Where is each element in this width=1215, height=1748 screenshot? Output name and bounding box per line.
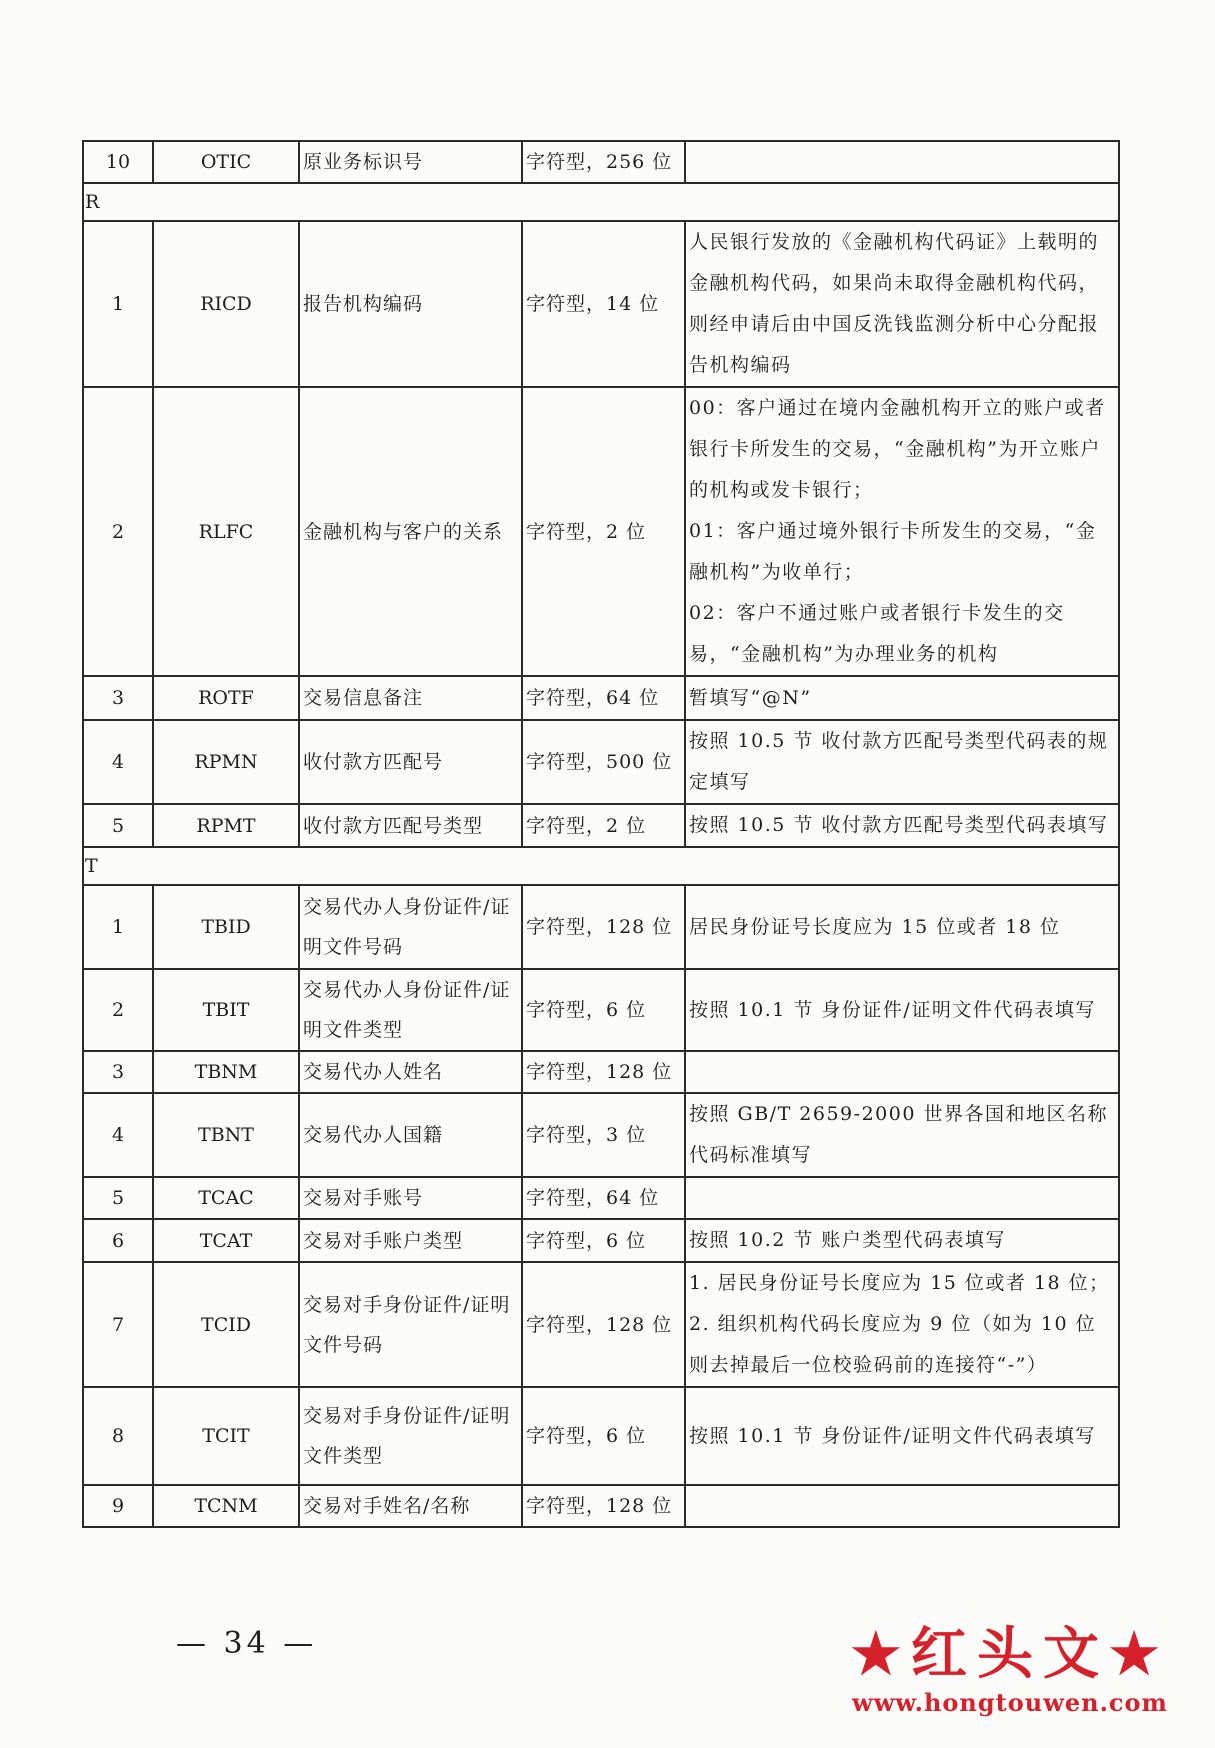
- row-number: [83, 1093, 153, 1177]
- field-type: [522, 804, 685, 847]
- field-code: [153, 804, 299, 847]
- field-type-line: 字符型，3 位: [526, 1124, 647, 1146]
- field-note: [685, 885, 1119, 969]
- row-number: [83, 141, 153, 183]
- field-name-line: 交易信息备注: [303, 687, 424, 709]
- table-row: [83, 1093, 1119, 1177]
- field-name-line: 交易对手账号: [303, 1187, 424, 1209]
- field-note: [685, 1093, 1119, 1177]
- table-row: [83, 885, 1119, 969]
- field-type: [522, 1387, 685, 1485]
- field-type-line: 字符型，500 位: [526, 751, 673, 773]
- field-name: [299, 969, 522, 1051]
- field-type: [522, 1485, 685, 1527]
- field-name-line: 原业务标识号: [303, 151, 424, 173]
- field-type: [522, 1262, 685, 1387]
- field-note-line: 按照 10.2 节 账户类型代码表填写: [689, 1229, 1006, 1251]
- field-note: [685, 720, 1119, 804]
- table-row: [83, 1177, 1119, 1219]
- field-name: [299, 885, 522, 969]
- field-definition-table: [82, 140, 1120, 1528]
- row-number: [83, 804, 153, 847]
- watermark-title: [820, 1622, 1200, 1686]
- row-number-line: 6: [111, 1229, 125, 1252]
- field-note-line: 按照 GB/T 2659-2000 世界各国和地区名称代码标准填写: [689, 1103, 1108, 1166]
- table-row: [83, 141, 1119, 183]
- field-code: [153, 676, 299, 720]
- field-code-line: TBNM: [194, 1061, 258, 1083]
- row-number-line: 9: [111, 1495, 125, 1517]
- field-code-line: TCIT: [202, 1425, 250, 1447]
- field-type-line: 字符型，2 位: [526, 814, 647, 837]
- field-note: [685, 1177, 1119, 1219]
- field-name-line: 报告机构编码: [303, 293, 424, 315]
- row-number-line: 3: [111, 687, 125, 709]
- field-type: [522, 969, 685, 1051]
- watermark-char: 头: [977, 1621, 1043, 1687]
- field-code: [153, 221, 299, 387]
- field-code-line: TBID: [201, 916, 251, 938]
- field-code-line: TBNT: [198, 1124, 254, 1146]
- field-code-line: RPMN: [194, 751, 258, 773]
- field-note: [685, 676, 1119, 720]
- field-code-line: TCID: [201, 1313, 251, 1336]
- field-code: [153, 141, 299, 183]
- field-name-line: 金融机构与客户的关系: [303, 520, 504, 543]
- field-type: [522, 1219, 685, 1262]
- field-code-line: TCAC: [198, 1187, 254, 1209]
- field-name: [299, 141, 522, 183]
- field-code: [153, 720, 299, 804]
- section-header-row: [83, 183, 1119, 221]
- field-code-line: OTIC: [200, 151, 252, 173]
- field-note: [685, 1219, 1119, 1262]
- field-name: [299, 720, 522, 804]
- field-note-line: 按照 10.1 节 身份证件/证明文件代码表填写: [689, 998, 1096, 1021]
- field-code: [153, 1387, 299, 1485]
- field-code-line: RLFC: [198, 520, 254, 543]
- field-type-line: 字符型，6 位: [526, 1425, 647, 1447]
- field-note: [685, 1485, 1119, 1527]
- field-code: [153, 969, 299, 1051]
- field-name: [299, 676, 522, 720]
- row-number: [83, 1219, 153, 1262]
- field-note-line: 01：客户通过境外银行卡所发生的交易，“金融机构”为收单行；: [689, 520, 1097, 583]
- field-type: [522, 221, 685, 387]
- field-code: [153, 1262, 299, 1387]
- field-code-line: RICD: [200, 293, 252, 315]
- row-number-line: 7: [111, 1313, 125, 1336]
- field-note: [685, 141, 1119, 183]
- row-number-line: 4: [111, 1124, 125, 1146]
- field-name: [299, 1177, 522, 1219]
- field-code: [153, 1093, 299, 1177]
- field-note-line: 按照 10.1 节 身份证件/证明文件代码表填写: [689, 1424, 1096, 1447]
- star-icon: ★: [850, 1621, 911, 1687]
- table-row: [83, 1051, 1119, 1093]
- row-number-line: 4: [111, 751, 125, 773]
- table-body: [83, 141, 1119, 1527]
- table-row: [83, 387, 1119, 676]
- field-note-line: 人民银行发放的《金融机构代码证》上载明的金融机构代码，如果尚未取得金融机构代码，则经申请后由中国反洗钱监测分析中心分配报告机构编码: [689, 231, 1100, 376]
- watermark-char: 红: [911, 1621, 977, 1687]
- watermark-logo: [820, 1622, 1200, 1717]
- field-name: [299, 221, 522, 387]
- field-name-line: 交易对手身份证件/证明文件号码: [303, 1293, 511, 1356]
- watermark-url: www.hongtouwen.com: [852, 1688, 1168, 1717]
- field-name-line: 交易代办人身份证件/证明文件类型: [303, 979, 511, 1041]
- table-row: [83, 1485, 1119, 1527]
- field-type: [522, 1177, 685, 1219]
- row-number: [83, 1485, 153, 1527]
- field-note-line: 2. 组织机构代码长度应为 9 位（如为 10 位则去掉最后一位校验码前的连接符“-”）: [689, 1313, 1097, 1376]
- row-number: [83, 1387, 153, 1485]
- field-note-line: 02：客户不通过账户或者银行卡发生的交易，“金融机构”为办理业务的机构: [689, 602, 1065, 665]
- row-number: [83, 969, 153, 1051]
- row-number: [83, 221, 153, 387]
- field-name-line: 收付款方匹配号: [303, 751, 444, 773]
- row-number-line: 1: [111, 293, 125, 315]
- field-name-line: 交易对手身份证件/证明文件类型: [303, 1405, 511, 1467]
- field-code: [153, 1219, 299, 1262]
- field-type-line: 字符型，128 位: [526, 916, 673, 938]
- field-type: [522, 720, 685, 804]
- field-name: [299, 1051, 522, 1093]
- field-note-line: 按照 10.5 节 收付款方匹配号类型代码表填写: [689, 814, 1109, 836]
- table-row: [83, 221, 1119, 387]
- field-name-line: 交易代办人国籍: [303, 1124, 444, 1146]
- field-note: [685, 1051, 1119, 1093]
- field-type-line: 字符型，64 位: [526, 687, 660, 709]
- row-number-line: 2: [111, 999, 125, 1021]
- field-name-line: 交易代办人姓名: [303, 1061, 444, 1083]
- row-number-line: 5: [111, 814, 125, 837]
- field-type-line: 字符型，128 位: [526, 1313, 673, 1336]
- section-header-row: [83, 847, 1119, 885]
- field-type: [522, 387, 685, 676]
- row-number: [83, 1262, 153, 1387]
- field-name-line: 收付款方匹配号类型: [303, 814, 484, 837]
- table-row: [83, 1387, 1119, 1485]
- field-type-line: 字符型，14 位: [526, 293, 660, 315]
- row-number: [83, 387, 153, 676]
- field-code: [153, 885, 299, 969]
- field-code-line: TBIT: [202, 999, 250, 1021]
- field-name: [299, 387, 522, 676]
- row-number: [83, 885, 153, 969]
- field-type: [522, 1051, 685, 1093]
- field-note-line: 居民身份证号长度应为 15 位或者 18 位: [689, 915, 1061, 938]
- table-row: [83, 969, 1119, 1051]
- row-number-line: 5: [111, 1187, 125, 1209]
- row-number-line: 10: [105, 151, 131, 173]
- field-type-line: 字符型，128 位: [526, 1061, 673, 1083]
- page-number: — 34 —: [176, 1626, 318, 1661]
- row-number-line: 3: [111, 1061, 125, 1083]
- field-note: [685, 387, 1119, 676]
- field-type-line: 字符型，6 位: [526, 999, 647, 1021]
- field-name: [299, 804, 522, 847]
- field-code-line: TCAT: [199, 1229, 253, 1252]
- field-name-line: 交易对手姓名/名称: [303, 1495, 471, 1517]
- row-number: [83, 720, 153, 804]
- table-row: [83, 804, 1119, 847]
- field-note: [685, 969, 1119, 1051]
- field-note-line: 1. 居民身份证号长度应为 15 位或者 18 位；: [689, 1272, 1110, 1294]
- field-type-line: 字符型，128 位: [526, 1495, 673, 1517]
- field-type-line: 字符型，64 位: [526, 1187, 660, 1209]
- field-name-line: 交易代办人身份证件/证明文件号码: [303, 896, 511, 958]
- section-letter: T: [83, 847, 1119, 885]
- field-note-line: 00：客户通过在境内金融机构开立的账户或者银行卡所发生的交易，“金融机构”为开立账户的机构或发卡银行；: [689, 397, 1106, 501]
- table-row: [83, 676, 1119, 720]
- field-name: [299, 1262, 522, 1387]
- field-code: [153, 387, 299, 676]
- row-number-line: 1: [111, 916, 125, 938]
- field-type-line: 字符型，2 位: [526, 520, 647, 543]
- field-code: [153, 1177, 299, 1219]
- field-note-line: 暂填写“@N”: [689, 686, 812, 709]
- field-note-line: 按照 10.5 节 收付款方匹配号类型代码表的规定填写: [689, 730, 1109, 793]
- star-icon: ★: [1109, 1621, 1170, 1687]
- field-name-line: 交易对手账户类型: [303, 1229, 464, 1252]
- field-note: [685, 804, 1119, 847]
- field-type: [522, 1093, 685, 1177]
- field-note: [685, 1262, 1119, 1387]
- field-type-line: 字符型，6 位: [526, 1229, 647, 1252]
- row-number: [83, 676, 153, 720]
- field-type: [522, 676, 685, 720]
- field-name: [299, 1485, 522, 1527]
- table-row: [83, 1219, 1119, 1262]
- field-name: [299, 1093, 522, 1177]
- row-number-line: 8: [111, 1425, 125, 1447]
- field-code: [153, 1051, 299, 1093]
- field-name: [299, 1219, 522, 1262]
- field-type: [522, 141, 685, 183]
- field-code: [153, 1485, 299, 1527]
- section-letter: R: [83, 183, 1119, 221]
- field-type: [522, 885, 685, 969]
- table-row: [83, 720, 1119, 804]
- field-code-line: RPMT: [196, 814, 256, 837]
- field-code-line: ROTF: [198, 687, 254, 709]
- field-note: [685, 221, 1119, 387]
- watermark-char: 文: [1043, 1621, 1109, 1687]
- field-note: [685, 1387, 1119, 1485]
- field-code-line: TCNM: [194, 1495, 258, 1517]
- row-number-line: 2: [111, 520, 125, 543]
- table-row: [83, 1262, 1119, 1387]
- field-name: [299, 1387, 522, 1485]
- row-number: [83, 1177, 153, 1219]
- row-number: [83, 1051, 153, 1093]
- field-type-line: 字符型，256 位: [526, 151, 673, 173]
